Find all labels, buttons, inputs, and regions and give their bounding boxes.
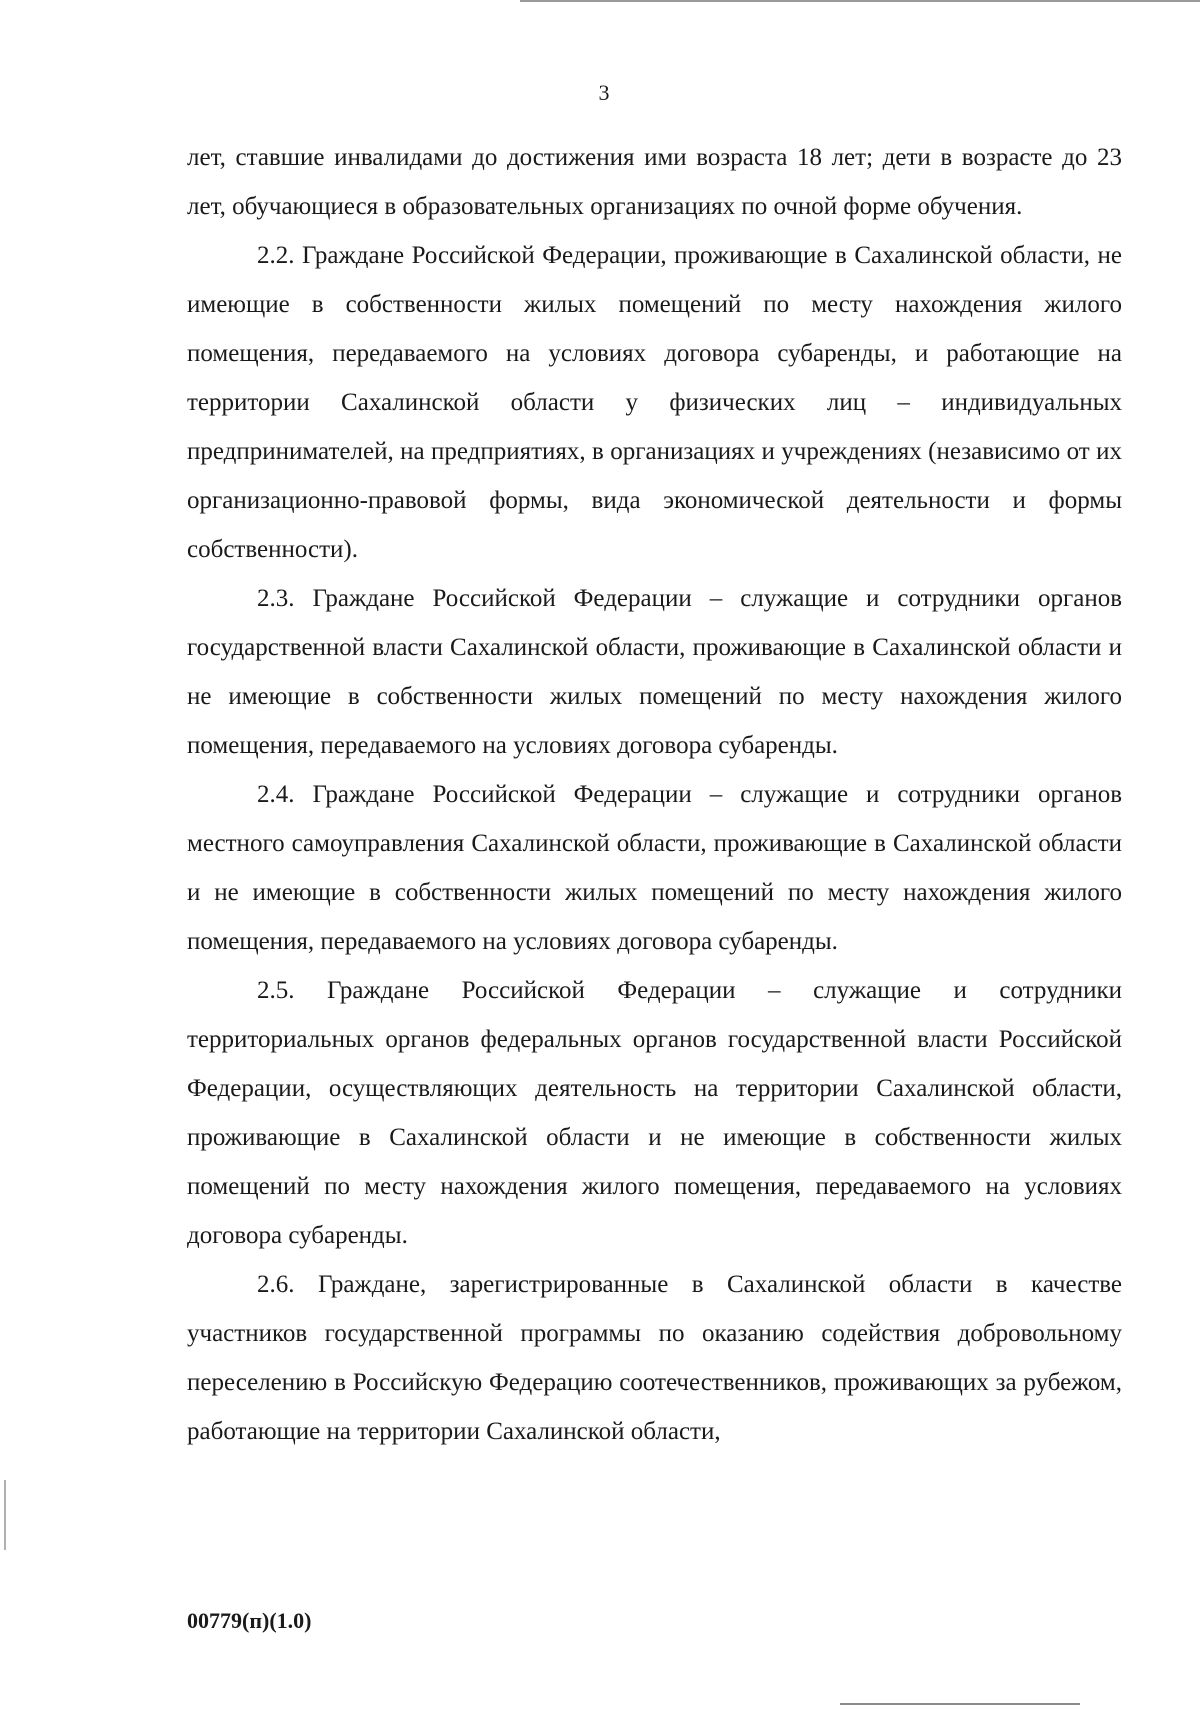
paragraph-2-2: 2.2. Граждане Российской Федерации, проживающие в Сахалинской области, не имеющие в собственности жилых помещений по месту нахождения жилого помещения, передаваемого на условиях договора субаренды, и работающие на территории Сахалинской области у физических лиц – индивидуальных предпринимателей, на предприятиях, в организациях и учреждениях (независимо от их организационно-правовой формы, вида экономической деятельности и формы собственности). (187, 242, 1122, 563)
paragraph-continuation: лет, ставшие инвалидами до достижения ими возраста 18 лет; дети в возрасте до 23 лет, обучающиеся в образовательных организациях по очной форме обучения. (187, 144, 1122, 220)
scan-artifact-left-edge (4, 1480, 6, 1550)
paragraph-2-5: 2.5. Граждане Российской Федерации – служащие и сотрудники территориальных органов федеральных органов государственной власти Российской Федерации, осуществляющих деятельность на территории Сахалинской области, проживающие в Сахалинской области и не имеющие в собственности жилых помещений по месту нахождения жилого помещения, передаваемого на условиях договора субаренды. (187, 977, 1122, 1249)
scan-artifact-bottom-line (840, 1703, 1080, 1705)
paragraph-2-6: 2.6. Граждане, зарегистрированные в Сахалинской области в качестве участников государственной программы по оказанию содействия добровольному переселению в Российскую Федерацию соотечественников, проживающих за рубежом, работающие на территории Сахалинской области, (187, 1271, 1122, 1445)
document-code: 00779(п)(1.0) (187, 1608, 312, 1633)
paragraph-2-3: 2.3. Граждане Российской Федерации – служащие и сотрудники органов государственной власти Сахалинской области, проживающие в Сахалинской области и не имеющие в собственности жилых помещений по месту нахождения жилого помещения, передаваемого на условиях договора субаренды. (187, 585, 1122, 759)
paragraph-2-4: 2.4. Граждане Российской Федерации – служащие и сотрудники органов местного самоуправления Сахалинской области, проживающие в Сахалинской области и не имеющие в собственности жилых помещений по месту нахождения жилого помещения, передаваемого на условиях договора субаренды. (187, 781, 1122, 955)
page-number: 3 (598, 80, 610, 105)
document-body (187, 133, 1122, 1456)
scan-artifact-top-line (520, 0, 1200, 2)
